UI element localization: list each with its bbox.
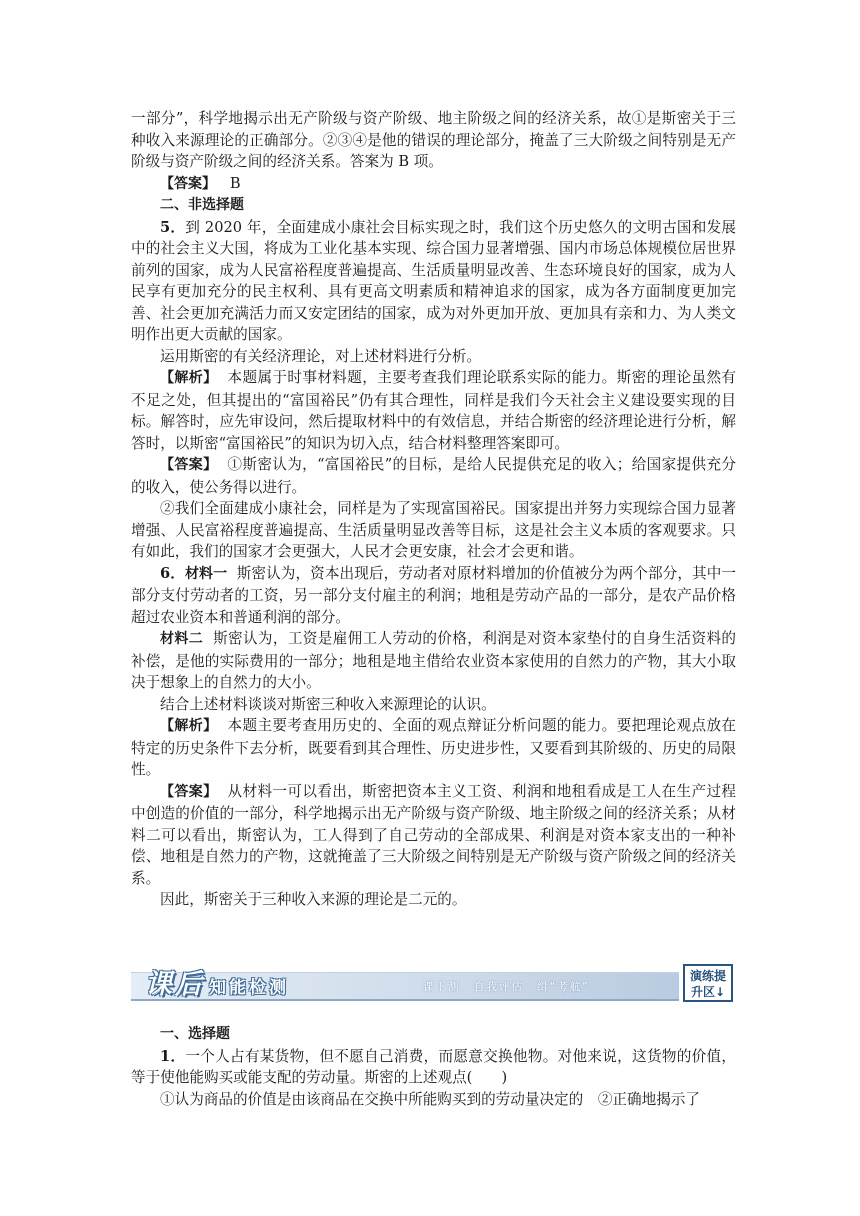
answer-line (131, 173, 736, 196)
analysis-label: 【解析】 (160, 718, 218, 734)
banner-title-small: 知能检测 (209, 978, 289, 998)
question-prompt: 结合上述材料谈谈对斯密三种收入来源理论的认识。 (160, 695, 496, 713)
material-two-label: 材料二 (160, 631, 204, 647)
section-title-nonchoice: 二、非选择题 (160, 197, 244, 213)
material-one-text: 斯密认为，资本出现后，劳动者对原材料增加的价值被分为两个部分，其中一部分支付劳动者的工资，另一部分支付雇主的利润；地租是劳动产品的一部分，是农产品价格超过农业资本和普通利润的部分。 (131, 564, 737, 626)
conclusion: 因此，斯密关于三种收入来源的理论是二元的。 (160, 891, 467, 908)
material-two-text: 斯密认为，工资是雇佣工人劳动的价格，利润是对资本家垫付的自身生活资料的补偿，是他的实际费用的一部分；地租是地主借给农业资本家使用的自然力的产物，其大小取决于想象上的自然力的大小。 (131, 630, 736, 691)
question-number: 5． (160, 218, 186, 236)
banner-subtitle: 课下测 自我评估 缉“考航” (423, 981, 590, 993)
question-number: 6． (160, 564, 185, 582)
badge-line-2: 升区↓ (690, 985, 726, 999)
question-options: ①认为商品的价值是由该商品在交换中所能购买到的劳动量决定的 ②正确地揭示了 (160, 1090, 700, 1108)
question-text: 一个人占有某货物，但不愿自己消费，而愿意交换他物。对他来说，这货物的价值，等于使他能购买或能支配的劳动量。斯密的上述观点( ) (131, 1047, 736, 1086)
question-number: 1． (160, 1047, 186, 1065)
practice-zone-badge (683, 964, 733, 1002)
answer-text: ①斯密认为，“富国裕民”的目标，是给人民提供充足的收入；给国家提供充分的收入，使公务得以进行。 (131, 456, 736, 496)
analysis-label: 【解析】 (160, 370, 218, 386)
section-banner (131, 964, 736, 1004)
arrow-down-icon: ↓ (714, 985, 726, 999)
question-6 (131, 563, 736, 629)
answer-text: 从材料一可以看出，斯密把资本主义工资、利润和地租看成是工人在生产过程中创造的价值的一部分，科学地揭示出无产阶级与资产阶级、地主阶级之间的经济关系；从材料二可以看出，斯密认为，工人得到了自己劳动的全部成果、利润是对资本家支出的一种补偿、地租是自然力的产物，这就掩盖了三大阶级之间特别是无产阶级与资产阶级之间的经济关系。 (131, 782, 737, 887)
section-title-choice: 一、选择题 (160, 1026, 230, 1042)
analysis-text: 本题主要考查用历史的、全面的观点辩证分析问题的能力。要把理论观点放在特定的历史条件下去分析，既要看到其合理性、历史进步性，又要看到其阶级的、历史的局限性。 (131, 717, 737, 778)
analysis-text: 本题属于时事材料题，主要考查我们理论联系实际的能力。斯密的理论虽然有不足之处，但其提出的“富国裕民”仍有其合理性，同样是我们今天社会主义建设要实现的目标。解答时，应先审设问，然后提取材料中的有效信息，并结合斯密的经济理论进行分析，解答时，以斯密“富国裕民”的知识为切入点，结合材料整理答案即可。 (131, 369, 737, 452)
answer-value: B (229, 174, 241, 192)
answer-label: 【答案】 (160, 783, 218, 800)
question-1 (131, 1046, 736, 1089)
analysis-block (131, 367, 736, 454)
question-5 (131, 217, 736, 346)
question-prompt: 运用斯密的有关经济理论，对上述材料进行分析。 (160, 347, 482, 365)
answer-block (131, 454, 736, 498)
question-text: 到 2020 年，全面建成小康社会目标实现之时，我们这个历史悠久的文明古国和发展中的社会主义大国，将成为工业化基本实现、综合国力显著增强、国内市场总体规模位居世界前列的国家，成为人民富裕程度普遍提高、生活质量明显改善、生态环境良好的国家，成为人民享有更加充分的民主权利、具有更高文明素质和精神追求的国家，成为各方面制度更加完善、社会更加充满活力而又安定团结的国家，成为对外更加开放、更加具有亲和力、为人类文明作出更大贡献的国家。 (131, 218, 737, 343)
material-two (131, 628, 736, 694)
answer-block (131, 781, 736, 890)
lower-content (131, 1024, 736, 1110)
banner-title (145, 962, 289, 1002)
badge-line-1: 演练提 (689, 969, 726, 983)
material-one-label: 材料一 (184, 565, 228, 582)
answer-paragraph: ②我们全面建成小康社会，同样是为了实现富国裕民。国家提出并努力实现综合国力显著增强、人民富裕程度普遍提高、生活质量明显改善等目标，这是社会主义本质的客观要求。只有如此，我们的国家才会更强大，人民才会更安康，社会才会更和谐。 (131, 500, 736, 560)
answer-label: 【答案】 (160, 457, 218, 473)
banner-title-big: 课后 (145, 969, 205, 1000)
answer-label: 【答案】 (160, 175, 216, 192)
analysis-block (131, 715, 736, 781)
continued-paragraph: 一部分”，科学地揭示出无产阶级与资产阶级、地主阶级之间的经济关系，故①是斯密关于三种收入来源理论的正确部分。②③④是他的错误的理论部分，掩盖了三大阶级之间特别是无产阶级与资产阶级之间的经济关系。答案为 B 项。 (131, 110, 736, 170)
upper-content (131, 108, 736, 911)
